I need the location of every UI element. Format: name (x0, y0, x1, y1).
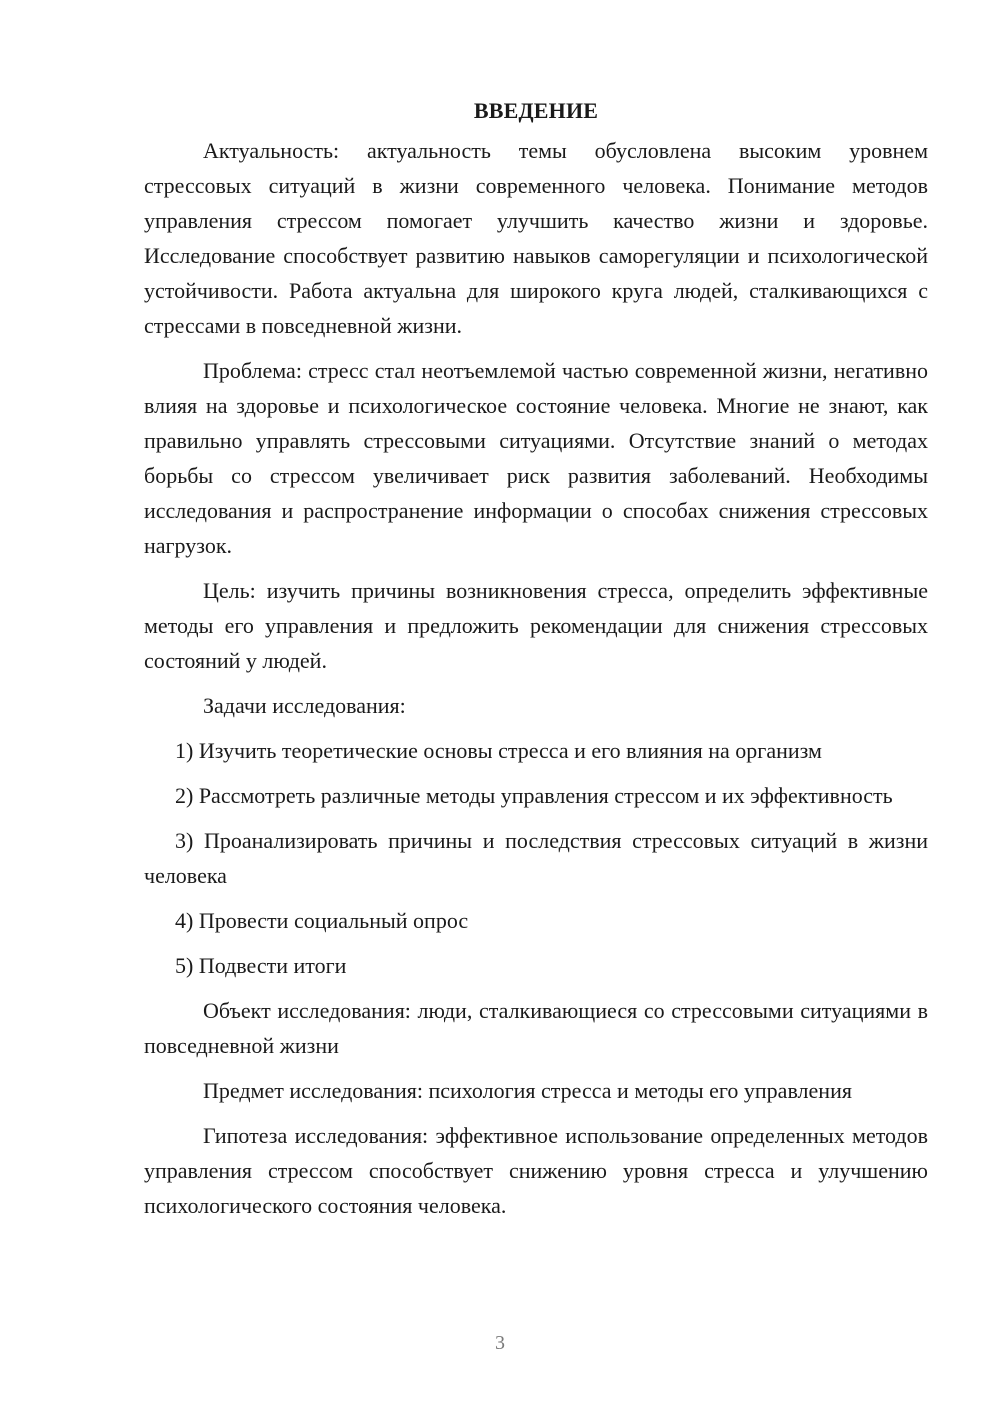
object-paragraph: Объект исследования: люди, сталкивающиеся со стрессовыми ситуациями в повседневной жизни (144, 998, 928, 1058)
page-title: ВВЕДЕНИЕ (473, 98, 599, 123)
task-item: 5) Подвести итоги (175, 953, 347, 978)
task-item: 4) Провести социальный опрос (175, 908, 469, 933)
relevance-paragraph: Актуальность: актуальность темы обусловлена высоким уровнем стрессовых ситуаций в жизни современного человека. Понимание методов управления стрессом помогает улучшить качество жизни и здоровье. Исследование способствует развитию навыков саморегуляции и психологической устойчивости. Работа актуальна для широкого круга людей, сталкивающихся с стрессами в повседневной жизни. (144, 138, 928, 338)
subject-paragraph: Предмет исследования: психология стресса и методы его управления (203, 1078, 852, 1103)
hypothesis-paragraph: Гипотеза исследования: эффективное использование определенных методов управления стрессом способствует снижению уровня стресса и улучшению психологического состояния человека. (144, 1123, 928, 1218)
task-item: 2) Рассмотреть различные методы управления стрессом и их эффективность (175, 783, 893, 808)
goal-paragraph: Цель: изучить причины возникновения стресса, определить эффективные методы его управления и предложить рекомендации для снижения стрессовых состояний у людей. (144, 578, 928, 673)
task-item: 1) Изучить теоретические основы стресса и его влияния на организм (175, 738, 822, 763)
tasks-title: Задачи исследования: (203, 693, 406, 718)
document-page (144, 96, 928, 1233)
page-number: 3 (495, 1332, 505, 1354)
problem-paragraph: Проблема: стресс стал неотъемлемой частью современной жизни, негативно влияя на здоровье и психологическое состояние человека. Многие не знают, как правильно управлять стрессовыми ситуациями. Отсутствие знаний о методах борьбы со стрессом увеличивает риск развития заболеваний. Необходимы исследования и распространение информации о способах снижения стрессовых нагрузок. (144, 358, 928, 558)
task-item: 3) Проанализировать причины и последствия стрессовых ситуаций в жизни человека (144, 828, 928, 888)
